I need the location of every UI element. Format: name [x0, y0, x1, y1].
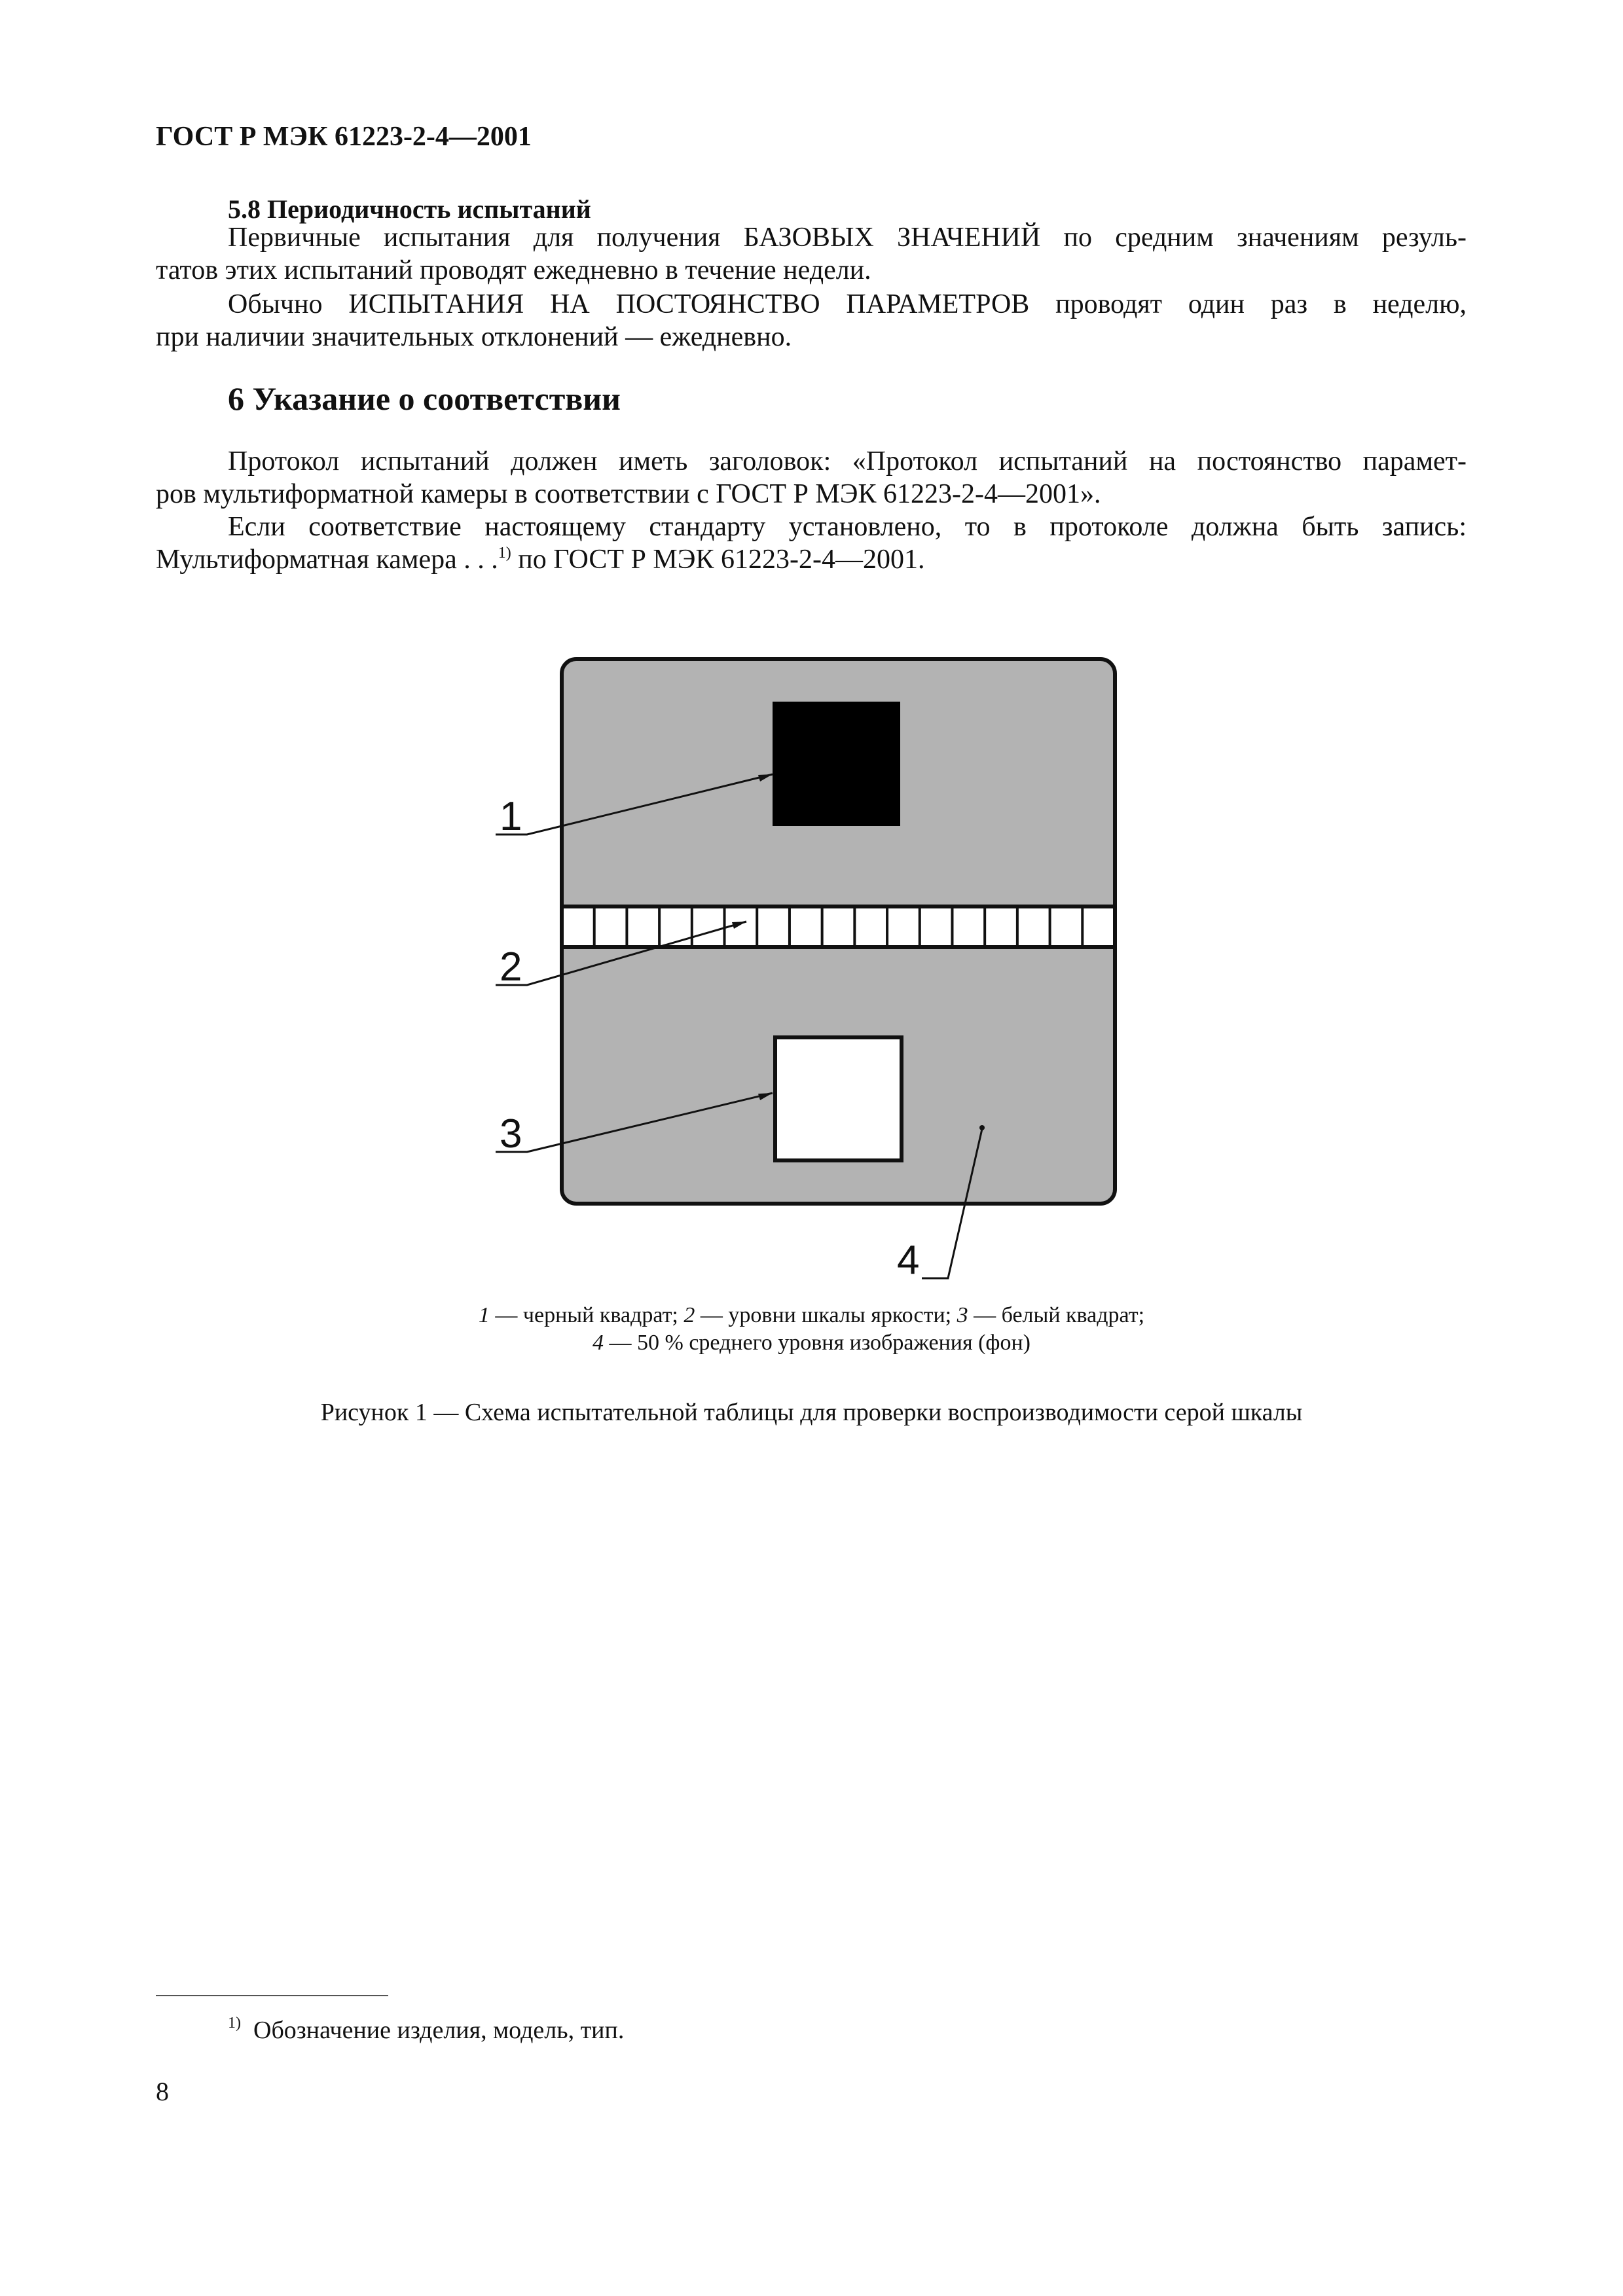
conformity-record-text: Мультиформатная камера . . .	[156, 545, 498, 575]
legend-number-1: 1	[478, 1303, 490, 1327]
figure-legend-line-1	[0, 1302, 1623, 1329]
section-5-8-title: 5.8 Периодичность испытаний	[228, 194, 591, 224]
figure-label-3: 3	[500, 1111, 522, 1157]
grey-scale-strip	[562, 906, 1115, 947]
section-6-paragraph-2-line-1: Если соответствие настоящему стандарту установлено, то в протоколе должна быть запись:	[228, 512, 1467, 542]
section-5-8-paragraph-2-line-1: Обычно ИСПЫТАНИЯ НА ПОСТОЯНСТВО ПАРАМЕТРОВ проводят один раз в неделю,	[228, 289, 1467, 319]
footnote	[228, 2016, 624, 2045]
figure-label-4: 4	[897, 1238, 920, 1283]
legend-number-4: 4	[593, 1331, 604, 1355]
black-square	[773, 702, 900, 826]
legend-number-3: 3	[957, 1303, 968, 1327]
legend-number-2: 2	[684, 1303, 695, 1327]
section-5-8-paragraph-2-line-2: при наличии значительных отклонений — ежедневно.	[156, 322, 792, 352]
leader-dot-4	[979, 1125, 985, 1130]
footnote-divider	[156, 1995, 388, 1996]
document-title: ГОСТ Р МЭК 61223-2-4—2001	[156, 122, 532, 152]
conformity-record-standard: по ГОСТ Р МЭК 61223-2-4—2001.	[511, 545, 925, 575]
white-square	[775, 1037, 902, 1160]
legend-text-2: — уровни шкалы яркости;	[695, 1303, 957, 1327]
legend-text-4: — 50 % среднего уровня изображения (фон)	[604, 1331, 1030, 1355]
figure-label-2: 2	[500, 944, 522, 990]
page-number: 8	[156, 2077, 169, 2106]
section-6-paragraph-1-line-2: ров мультиформатной камеры в соответствии с ГОСТ Р МЭК 61223-2-4—2001».	[156, 479, 1101, 509]
footnote-mark: 1)	[228, 2015, 241, 2032]
section-5-8-paragraph-1-line-2: татов этих испытаний проводят ежедневно в течение недели.	[156, 255, 871, 285]
footnote-reference: 1)	[498, 545, 511, 562]
section-6-paragraph-1-line-1: Протокол испытаний должен иметь заголовок: «Протокол испытаний на постоянство парамет-	[228, 446, 1467, 476]
grey-scale-frame	[562, 906, 1115, 947]
figure-legend-line-2	[0, 1330, 1623, 1356]
figure-title: Рисунок 1 — Схема испытательной таблицы для проверки воспроизводимости серой шкалы	[320, 1399, 1303, 1426]
legend-text-3: — белый квадрат;	[968, 1303, 1145, 1327]
legend-text-1: — черный квадрат;	[489, 1303, 684, 1327]
figure-label-1: 1	[500, 794, 522, 839]
section-6-title: 6 Указание о соответствии	[228, 380, 621, 417]
footnote-text: Обозначение изделия, модель, тип.	[253, 2017, 625, 2044]
section-5-8-paragraph-1-line-1: Первичные испытания для получения БАЗОВЫХ ЗНАЧЕНИЙ по средним значениям резуль-	[228, 223, 1467, 253]
